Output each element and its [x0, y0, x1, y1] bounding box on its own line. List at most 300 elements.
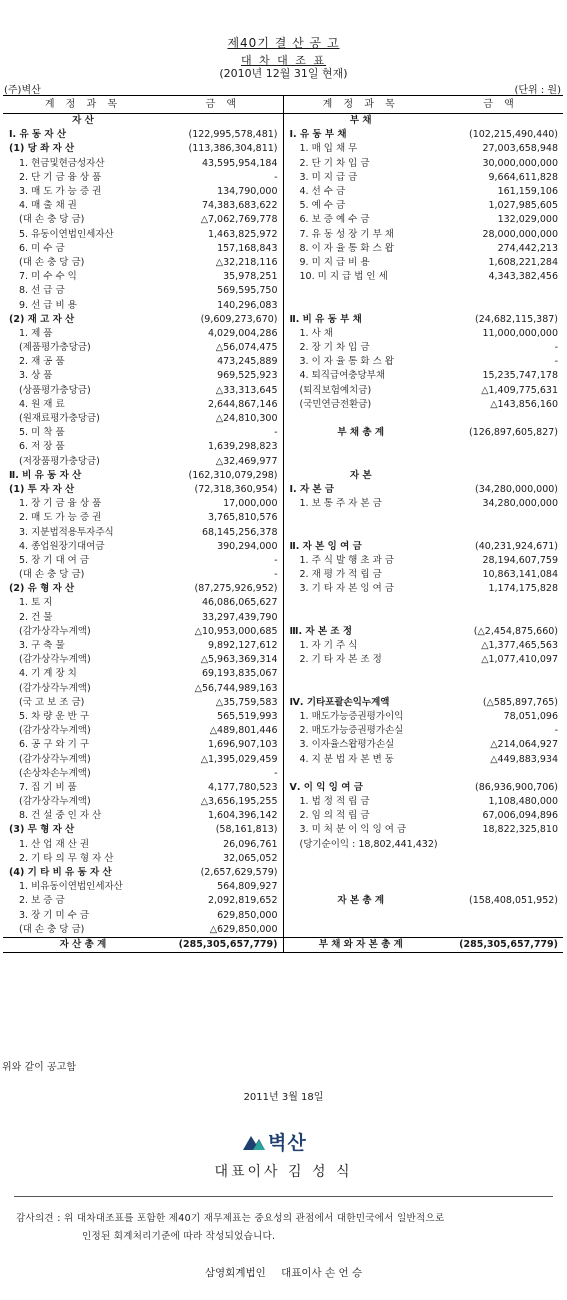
left-account-label: (원재료평가충당금) — [19, 413, 100, 425]
table-row — [3, 568, 563, 582]
right-account-label: 2. 재 평 가 적 립 금 — [299, 569, 382, 581]
right-account-label — [283, 682, 438, 696]
table-row — [3, 157, 563, 171]
left-account-label: 2. 보 증 금 — [19, 895, 65, 907]
left-amount: 2,092,819,652 — [163, 894, 283, 908]
left-account-label: Ⅱ. 비 유 동 자 산 — [9, 469, 82, 481]
audit-firm: 삼영회계법인 — [204, 1267, 266, 1279]
table-row — [3, 540, 563, 554]
left-account-label: (대 손 충 당 금) — [19, 214, 85, 226]
table-row — [3, 852, 563, 866]
left-account-label: (4) 기 타 비 유 동 자 산 — [9, 867, 112, 879]
publication-date: 2011년 3월 18일 — [243, 1092, 324, 1103]
table-row — [3, 412, 563, 426]
left-amount: 32,065,052 — [163, 852, 283, 866]
left-amount: 629,850,000 — [163, 909, 283, 923]
right-account-label — [283, 880, 438, 894]
right-amount: 161,159,106 — [497, 186, 558, 198]
right-amount — [438, 838, 563, 852]
table-row — [3, 823, 563, 837]
left-account-label: 1. 현금및현금성자산 — [19, 157, 105, 169]
right-account-label: 1. 법 정 적 립 금 — [299, 796, 370, 808]
table-header-row — [3, 96, 563, 114]
right-amount: 18,822,325,810 — [482, 824, 558, 836]
right-amount — [438, 440, 563, 454]
right-amount: 28,000,000,000 — [482, 228, 558, 240]
left-amount: 69,193,835,067 — [163, 667, 283, 681]
right-account-label: (국민연금전환금) — [299, 398, 372, 410]
table-row — [3, 199, 563, 213]
left-account-label: 7. 미 수 수 익 — [19, 271, 77, 283]
right-account-label: Ⅳ. 기타포괄손익누계액 — [289, 696, 390, 708]
right-account-label: 5. 예 수 금 — [299, 200, 346, 212]
audit-firm-rep: 대표이사 손 언 승 — [281, 1267, 363, 1279]
table-row — [3, 128, 563, 142]
left-amount: △5,963,369,314 — [163, 653, 283, 667]
right-account-label: 6. 보 증 예 수 금 — [299, 214, 370, 226]
left-amount: (285,305,657,779) — [163, 937, 283, 952]
left-amount: △56,744,989,163 — [163, 682, 283, 696]
table-row — [3, 298, 563, 312]
table-row — [3, 682, 563, 696]
right-account-label: 4. 퇴직급여충당부채 — [299, 370, 385, 382]
table-row — [3, 767, 563, 781]
right-amount: △214,064,927 — [490, 739, 558, 751]
right-account-label: Ⅱ. 자 본 잉 여 금 — [289, 540, 362, 552]
right-amount — [438, 412, 563, 426]
right-amount: 28,194,607,759 — [482, 554, 558, 566]
right-account-label: 2. 매도가능증권평가손실 — [299, 725, 404, 737]
left-amount: (9,609,273,670) — [163, 313, 283, 327]
right-amount: (86,936,900,706) — [475, 781, 558, 793]
table-row — [3, 696, 563, 710]
right-account-label — [283, 412, 438, 426]
right-amount: 1,027,985,605 — [488, 200, 558, 212]
right-account-label — [283, 667, 438, 681]
left-account-label: 1. 산 업 재 산 권 — [19, 838, 90, 850]
byucksan-logo-icon — [243, 1132, 265, 1150]
left-account-label: (2) 유 형 자 산 — [9, 583, 75, 595]
right-amount — [438, 909, 563, 923]
notice-text: 위와 같이 공고함 — [2, 1062, 76, 1073]
right-amount: (34,280,000,000) — [475, 483, 558, 495]
table-row — [3, 639, 563, 653]
table-row — [3, 710, 563, 724]
right-amount: △1,409,775,631 — [481, 384, 558, 396]
right-account-label: Ⅴ. 이 익 잉 여 금 — [289, 781, 363, 793]
left-amount: △32,469,977 — [163, 455, 283, 469]
left-amount: △33,313,645 — [163, 384, 283, 398]
left-account-label: 자 산 총 계 — [3, 937, 163, 952]
table-row — [3, 398, 563, 412]
left-amount: 564,809,927 — [163, 880, 283, 894]
left-amount: 4,177,780,523 — [163, 781, 283, 795]
header-right-amount: 금 액 — [438, 96, 563, 114]
left-amount: △35,759,583 — [163, 696, 283, 710]
left-account-label: 9. 선 급 비 용 — [19, 299, 77, 311]
right-account-label: 1. 보 통 주 자 본 금 — [299, 498, 382, 510]
left-amount: △10,953,000,685 — [163, 625, 283, 639]
left-account-label: (저장품평가충당금) — [19, 455, 100, 467]
right-amount: (126,897,605,827) — [468, 427, 558, 439]
page-title: 제40기 결 산 공 고 — [227, 36, 340, 50]
left-account-label: (1) 투 자 자 산 — [9, 483, 75, 495]
left-amount: 17,000,000 — [163, 497, 283, 511]
left-account-label: (제품평가충당금) — [19, 342, 91, 354]
right-amount: 27,003,658,948 — [482, 143, 558, 155]
right-amount: - — [554, 356, 558, 368]
left-amount: 74,383,683,622 — [163, 199, 283, 213]
table-row — [3, 909, 563, 923]
table-row — [3, 525, 563, 539]
table-row — [3, 894, 563, 908]
table-row — [3, 440, 563, 454]
right-account-label: 부 채 — [349, 115, 372, 127]
company-logo — [243, 1130, 307, 1152]
left-amount: - — [163, 426, 283, 440]
left-amount: △7,062,769,778 — [163, 213, 283, 227]
table-row — [3, 653, 563, 667]
right-account-label: Ⅱ. 비 유 동 부 채 — [289, 313, 362, 325]
right-account-label: 1. 자 기 주 식 — [299, 640, 358, 652]
table-row — [3, 838, 563, 852]
right-amount — [438, 284, 563, 298]
right-amount — [438, 923, 563, 938]
right-amount: 132,029,000 — [497, 214, 558, 226]
right-account-label: 3. 이자율스왑평가손실 — [299, 739, 395, 751]
right-account-label: 10. 미 지 급 법 인 세 — [299, 271, 388, 283]
table-row — [3, 185, 563, 199]
left-account-label: 3. 지분법적용투자주식 — [19, 526, 114, 538]
left-account-label: 5. 미 착 품 — [19, 427, 65, 439]
ceo-signature-line: 대표이사 김 성 식 — [214, 1164, 353, 1180]
left-amount: 3,765,810,576 — [163, 511, 283, 525]
right-account-label: 2. 기 타 자 본 조 정 — [299, 654, 382, 666]
table-row — [3, 455, 563, 469]
right-amount — [438, 511, 563, 525]
right-account-label — [283, 525, 438, 539]
table-row — [3, 781, 563, 795]
left-amount: 1,604,396,142 — [163, 809, 283, 823]
right-account-label — [283, 440, 438, 454]
right-amount: 67,006,094,896 — [482, 810, 558, 822]
right-amount: (24,682,115,387) — [475, 313, 558, 325]
left-amount: 140,296,083 — [163, 298, 283, 312]
right-amount: 15,235,747,178 — [482, 370, 558, 382]
table-row — [3, 171, 563, 185]
table-row — [3, 369, 563, 383]
right-amount: 30,000,000,000 — [482, 157, 558, 169]
left-amount: (162,310,079,298) — [163, 469, 283, 483]
table-row — [3, 213, 563, 227]
left-account-label: 1. 비유동이연법인세자산 — [19, 881, 123, 893]
right-account-label: 부 채 와 자 본 총 계 — [283, 937, 438, 952]
table-row — [3, 554, 563, 568]
left-account-label: 2. 재 공 품 — [19, 356, 65, 368]
table-row — [3, 795, 563, 809]
right-amount: 34,280,000,000 — [482, 498, 558, 510]
left-amount: 26,096,761 — [163, 838, 283, 852]
right-amount: 1,108,480,000 — [488, 796, 558, 808]
left-amount: 43,595,954,184 — [163, 157, 283, 171]
table-row — [3, 738, 563, 752]
right-account-label — [283, 284, 438, 298]
right-account-label: 자 본 총 계 — [337, 895, 385, 907]
company-name: (주)벽산 — [4, 85, 41, 96]
left-account-label: 6. 미 수 금 — [19, 242, 65, 254]
table-row — [3, 511, 563, 525]
table-row — [3, 114, 563, 129]
left-amount: 1,639,298,823 — [163, 440, 283, 454]
left-account-label: 4. 기 계 장 치 — [19, 668, 77, 680]
left-account-label: 5. 차 량 운 반 구 — [19, 710, 90, 722]
statement-title: 대 차 대 조 표 — [240, 54, 327, 67]
balance-sheet-table — [3, 95, 563, 953]
left-account-label: (상품평가충당금) — [19, 384, 91, 396]
right-amount: 274,442,213 — [497, 242, 558, 254]
statement-date: (2010년 12월 31일 현재) — [219, 67, 348, 80]
right-account-label: 1. 매도가능증권평가이익 — [299, 710, 404, 722]
left-amount: - — [163, 568, 283, 582]
right-amount: 78,051,096 — [503, 710, 558, 722]
right-amount — [438, 667, 563, 681]
right-amount — [438, 866, 563, 880]
right-amount: (△585,897,765) — [482, 696, 558, 708]
left-account-label: 6. 공 구 와 기 구 — [19, 739, 90, 751]
right-account-label: Ⅰ. 유 동 부 채 — [289, 129, 347, 141]
left-amount: - — [163, 554, 283, 568]
right-account-label — [283, 596, 438, 610]
right-account-label — [283, 455, 438, 469]
left-amount — [163, 114, 283, 129]
unit-label: (단위 : 원) — [514, 85, 561, 96]
left-amount: 1,696,907,103 — [163, 738, 283, 752]
right-account-label: Ⅰ. 자 본 금 — [289, 483, 335, 495]
table-row — [3, 313, 563, 327]
right-amount: (102,215,490,440) — [468, 129, 558, 141]
table-row — [3, 625, 563, 639]
right-account-label: 자 본 — [349, 469, 372, 481]
right-amount: (158,408,051,952) — [468, 895, 558, 907]
right-amount: - — [554, 342, 558, 354]
table-row — [3, 667, 563, 681]
table-row — [3, 880, 563, 894]
left-account-label: 8. 건 설 중 인 자 산 — [19, 810, 102, 822]
left-amount: (72,318,360,954) — [163, 483, 283, 497]
right-account-label — [283, 298, 438, 312]
right-account-label: 1. 사 채 — [299, 327, 333, 339]
left-account-label: 자 산 — [72, 115, 94, 127]
left-account-label: (대 손 충 당 금) — [19, 923, 85, 935]
right-amount: 1,174,175,828 — [488, 583, 558, 595]
left-amount: (87,275,926,952) — [163, 582, 283, 596]
right-amount: △1,077,410,097 — [481, 654, 558, 666]
table-row — [3, 256, 563, 270]
table-row — [3, 937, 563, 952]
right-account-label: 부 채 총 계 — [337, 427, 385, 439]
left-account-label: (2) 재 고 자 산 — [9, 313, 75, 325]
right-amount — [438, 682, 563, 696]
right-amount — [438, 611, 563, 625]
left-account-label: (감가상각누계액) — [19, 682, 91, 694]
left-amount: △32,218,116 — [163, 256, 283, 270]
audit-opinion-line-2: 인정된 회계처리기준에 따라 작성되었습니다. — [82, 1231, 276, 1242]
left-account-label: (대 손 충 당 금) — [19, 569, 85, 581]
left-account-label: 2. 기 타 의 무 형 자 산 — [19, 852, 114, 864]
left-amount: △1,395,029,459 — [163, 752, 283, 766]
right-account-label — [283, 866, 438, 880]
left-account-label: 2. 건 물 — [19, 611, 53, 623]
left-account-label: (감가상각누계액) — [19, 753, 91, 765]
left-account-label: 4. 매 출 채 권 — [19, 200, 77, 212]
left-account-label: 1. 제 품 — [19, 327, 53, 339]
left-account-label: (국 고 보 조 금) — [19, 696, 85, 708]
table-row — [3, 497, 563, 511]
right-amount — [438, 767, 563, 781]
right-account-label: 7. 유 동 성 장 기 부 채 — [299, 228, 394, 240]
right-amount: (40,231,924,671) — [475, 540, 558, 552]
left-account-label: (감가상각누계액) — [19, 625, 91, 637]
right-amount: (△2,454,875,660) — [473, 625, 558, 637]
left-account-label: 1. 토 지 — [19, 597, 53, 609]
table-row — [3, 596, 563, 610]
table-row — [3, 724, 563, 738]
right-account-label — [283, 767, 438, 781]
left-account-label: 6. 저 장 품 — [19, 441, 65, 453]
right-amount: - — [554, 725, 558, 737]
right-amount: △449,883,934 — [490, 753, 558, 765]
table-row — [3, 142, 563, 156]
left-amount: 68,145,256,378 — [163, 525, 283, 539]
table-row — [3, 355, 563, 369]
auditor-signature — [0, 1265, 567, 1280]
table-row — [3, 228, 563, 242]
left-account-label: 2. 단 기 금 융 상 품 — [19, 171, 102, 183]
right-amount: 4,343,382,456 — [488, 271, 558, 283]
audit-opinion-line-1: 감사의견 : 위 대차대조표를 포함한 제40기 재무제표는 중요성의 관점에서 대한민국에서 일반적으로 — [16, 1213, 445, 1224]
left-amount: 565,519,993 — [163, 710, 283, 724]
left-amount: 569,595,750 — [163, 284, 283, 298]
logo-text: 벽산 — [268, 1131, 307, 1154]
right-account-label: 2. 임 의 적 립 금 — [299, 810, 370, 822]
right-amount: 11,000,000,000 — [482, 327, 558, 339]
table-row — [3, 923, 563, 938]
right-amount — [438, 525, 563, 539]
right-amount: △143,856,160 — [490, 398, 558, 410]
right-account-label: 4. 지 분 법 자 본 변 동 — [299, 753, 394, 765]
left-amount: △629,850,000 — [163, 923, 283, 938]
left-amount: (113,386,304,811) — [163, 142, 283, 156]
left-amount: 134,790,000 — [163, 185, 283, 199]
table-row — [3, 384, 563, 398]
right-amount: 1,608,221,284 — [488, 256, 558, 268]
right-amount: 9,664,611,828 — [488, 171, 558, 183]
left-amount: 9,892,127,612 — [163, 639, 283, 653]
left-account-label: Ⅰ. 유 동 자 산 — [9, 129, 67, 141]
left-amount: 390,294,000 — [163, 540, 283, 554]
left-amount: 35,978,251 — [163, 270, 283, 284]
left-amount: 2,644,867,146 — [163, 398, 283, 412]
left-account-label: 4. 원 재 료 — [19, 398, 65, 410]
right-amount — [438, 596, 563, 610]
left-account-label: 3. 장 기 미 수 금 — [19, 909, 90, 921]
left-account-label: 2. 매 도 가 능 증 권 — [19, 512, 102, 524]
right-account-label: 4. 선 수 금 — [299, 186, 346, 198]
right-amount — [438, 852, 563, 866]
divider — [14, 1196, 553, 1197]
left-account-label: 7. 집 기 비 품 — [19, 781, 77, 793]
table-row — [3, 752, 563, 766]
left-account-label: 1. 장 기 금 융 상 품 — [19, 498, 102, 510]
right-account-label: 3. 이 자 율 통 화 스 왑 — [299, 356, 394, 368]
left-amount: △24,810,300 — [163, 412, 283, 426]
left-amount: △56,074,475 — [163, 341, 283, 355]
left-amount: △3,656,195,255 — [163, 795, 283, 809]
right-account-label — [283, 923, 438, 938]
table-row — [3, 582, 563, 596]
header-left-amount: 금 액 — [163, 96, 283, 114]
left-amount: (2,657,629,579) — [163, 866, 283, 880]
right-amount: △1,377,465,563 — [481, 640, 558, 652]
left-amount: 969,525,923 — [163, 369, 283, 383]
left-account-label: 4. 종업원장기대여금 — [19, 540, 105, 552]
right-account-label: 2. 장 기 차 입 금 — [299, 342, 370, 354]
left-amount: 33,297,439,790 — [163, 611, 283, 625]
left-account-label: (1) 당 좌 자 산 — [9, 143, 75, 155]
right-account-label — [283, 511, 438, 525]
left-amount: 1,463,825,972 — [163, 228, 283, 242]
left-amount: 157,168,843 — [163, 242, 283, 256]
table-row — [3, 809, 563, 823]
left-account-label: 3. 매 도 가 능 증 권 — [19, 186, 102, 198]
left-account-label: (손상차손누계액) — [19, 767, 91, 779]
right-amount — [438, 880, 563, 894]
left-account-label: (감가상각누계액) — [19, 725, 91, 737]
table-row — [3, 242, 563, 256]
table-row — [3, 483, 563, 497]
table-row — [3, 866, 563, 880]
table-row — [3, 270, 563, 284]
right-account-label: 1. 매 입 채 무 — [299, 143, 358, 155]
left-account-label: 3. 상 품 — [19, 370, 53, 382]
table-row — [3, 611, 563, 625]
right-amount — [438, 114, 563, 129]
left-account-label: (대 손 충 당 금) — [19, 256, 85, 268]
right-amount — [438, 455, 563, 469]
left-amount: 473,245,889 — [163, 355, 283, 369]
left-amount: - — [163, 767, 283, 781]
table-row — [3, 327, 563, 341]
header-right-account: 계 정 과 목 — [283, 96, 438, 114]
right-account-label — [283, 852, 438, 866]
left-account-label: (감가상각누계액) — [19, 654, 91, 666]
right-account-label: 9. 미 지 급 비 용 — [299, 256, 370, 268]
right-account-label: 2. 단 기 차 입 금 — [299, 157, 370, 169]
right-amount: (285,305,657,779) — [438, 937, 563, 952]
right-account-label: 3. 미 지 급 금 — [299, 171, 358, 183]
right-account-label — [283, 909, 438, 923]
right-account-label — [283, 611, 438, 625]
right-amount — [438, 298, 563, 312]
right-account-label: Ⅲ. 자 본 조 정 — [289, 625, 353, 637]
right-account-label: 8. 이 자 율 통 화 스 왑 — [299, 242, 394, 254]
left-amount: 4,029,004,286 — [163, 327, 283, 341]
left-amount: (122,995,578,481) — [163, 128, 283, 142]
left-account-label: (감가상각누계액) — [19, 796, 91, 808]
right-account-label: 3. 미 처 분 이 익 잉 여 금 — [299, 824, 407, 836]
table-row — [3, 341, 563, 355]
left-account-label: 5. 유동이연법인세자산 — [19, 228, 114, 240]
